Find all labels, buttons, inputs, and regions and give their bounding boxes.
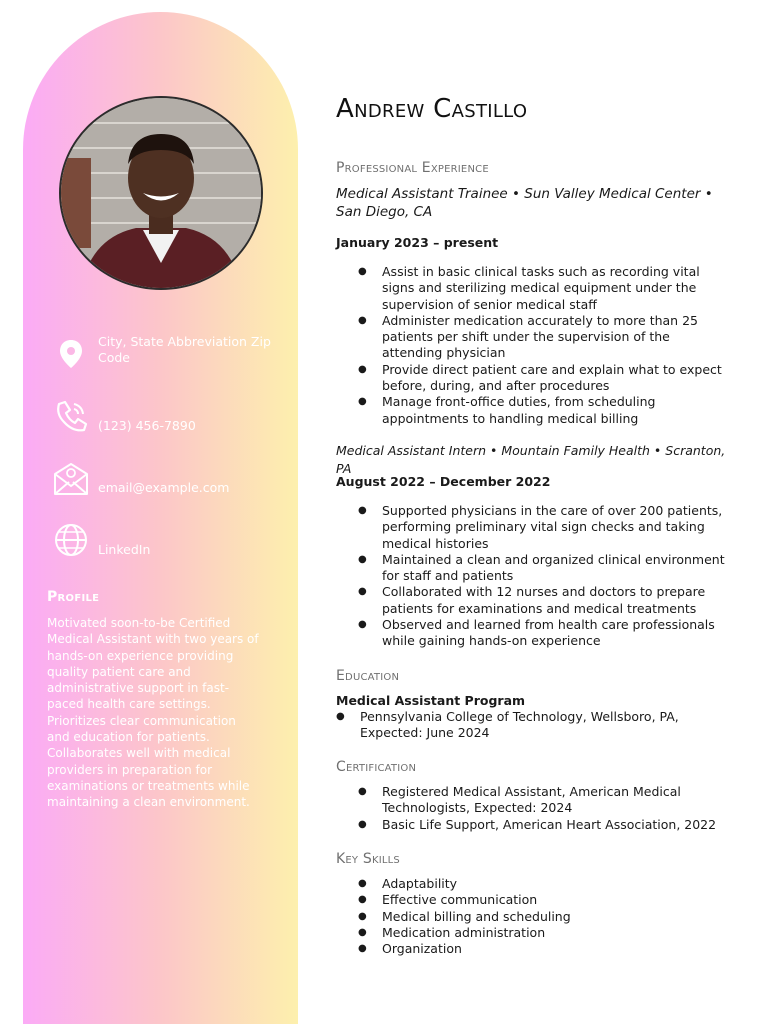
list-item: ● Supported physicians in the care of over 200 patients, performing preliminary vital sign checks and taking medical histories	[358, 503, 728, 552]
list-item: ● Medication administration	[358, 925, 728, 941]
list-item: ● Registered Medical Assistant, American Medical Technologists, Expected: 2024	[358, 784, 728, 817]
certification-list	[358, 784, 728, 833]
job-bullets-1	[358, 264, 728, 427]
contact-address	[23, 334, 298, 378]
email-text: email@example.com	[98, 480, 230, 495]
list-item: ● Adaptability	[358, 876, 728, 892]
education-details	[336, 709, 728, 742]
globe-icon	[51, 520, 91, 560]
list-item: ● Observed and learned from health care professionals while gaining hands-on experience	[358, 617, 728, 650]
job-bullets-2	[358, 503, 728, 650]
location-pin-icon	[51, 334, 91, 374]
phone-text: (123) 456-7890	[98, 418, 196, 433]
education-program: Medical Assistant Program	[336, 693, 526, 708]
linkedin-link[interactable]: LinkedIn	[98, 542, 151, 557]
profile-heading: Profile	[47, 589, 100, 605]
list-item: ● Manage front-office duties, from scheduling appointments to handling medical billing	[358, 394, 728, 427]
profile-photo	[59, 96, 263, 290]
skills-list	[358, 876, 728, 957]
email-icon	[51, 458, 91, 498]
list-item: ● Basic Life Support, American Heart Association, 2022	[358, 817, 728, 833]
list-item: ● Maintained a clean and organized clinical environment for staff and patients	[358, 552, 728, 585]
phone-icon	[51, 396, 91, 436]
experience-heading: Professional Experience	[336, 160, 489, 176]
list-item: ● Organization	[358, 941, 728, 957]
list-item: ● Administer medication accurately to more than 25 patients per shift under the supervision of the attending physician	[358, 313, 728, 362]
sidebar	[23, 12, 298, 1024]
job-role-1: Medical Assistant Trainee • Sun Valley Medical Center • San Diego, CA	[336, 186, 713, 220]
skills-heading: Key Skills	[336, 851, 400, 867]
candidate-name: Andrew Castillo	[336, 94, 528, 124]
job-role-2: Medical Assistant Intern • Mountain Family Health • Scranton, PA	[336, 443, 726, 476]
job-dates-1: January 2023 – present	[336, 235, 499, 250]
job-dates-2: August 2022 – December 2022	[336, 474, 551, 489]
certification-heading: Certification	[336, 759, 417, 775]
list-item: ● Assist in basic clinical tasks such as recording vital signs and sterilizing medical equipment under the supervision of senior medical staff	[358, 264, 728, 313]
education-heading: Education	[336, 668, 400, 684]
list-item: ● Provide direct patient care and explain what to expect before, during, and after procedures	[358, 362, 728, 395]
list-item: ● Collaborated with 12 nurses and doctors to prepare patients for examinations and medical treatments	[358, 584, 728, 617]
list-item: ● Pennsylvania College of Technology, Wellsboro, PA, Expected: June 2024	[336, 709, 728, 742]
list-item: ● Effective communication	[358, 892, 728, 908]
contact-phone	[23, 396, 298, 440]
address-text: City, State Abbreviation Zip Code	[98, 334, 271, 365]
contact-linkedin	[23, 520, 298, 564]
list-item: ● Medical billing and scheduling	[358, 909, 728, 925]
contact-email	[23, 458, 298, 502]
profile-summary: Motivated soon-to-be Certified Medical Assistant with two years of hands-on experience providing quality patient care and administrative support in fast-paced health care settings. Prioritizes clear communication and education for patients. Collaborates well with medical providers in preparation for examinations or treatments while maintaining a clean environment.	[47, 616, 259, 810]
